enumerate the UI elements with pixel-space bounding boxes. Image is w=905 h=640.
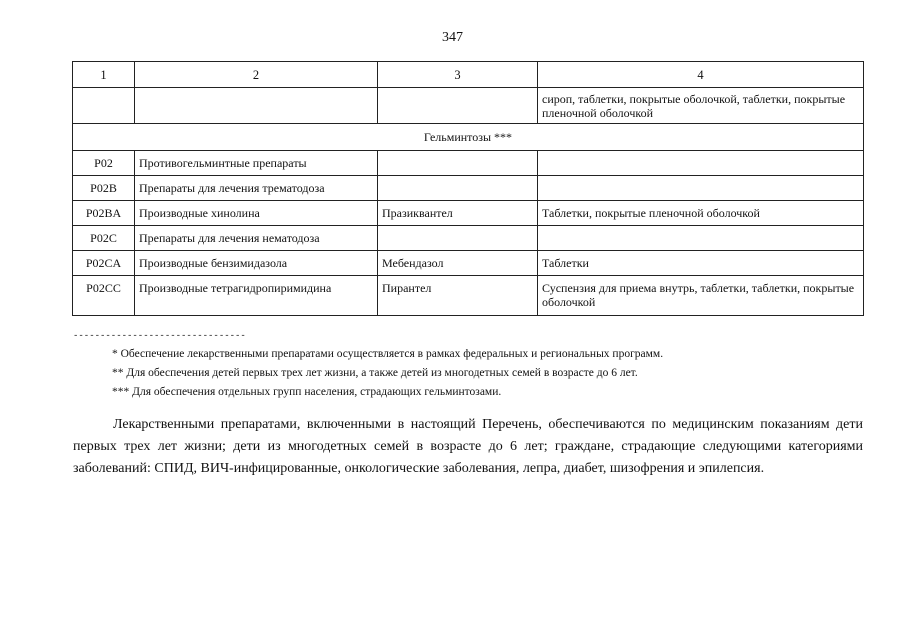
footnote: ** Для обеспечения детей первых трех лет жизни, а также детей из многодетных семей в возрасте до 6 лет. [112,367,638,379]
name-cell: Препараты для лечения трематодоза [135,176,378,201]
form-cell [538,176,864,201]
drug-cell: Мебендазол [378,251,538,276]
medication-table [72,61,864,316]
form-cell [538,226,864,251]
drug-cell [378,151,538,176]
footnote: * Обеспечение лекарственными препаратами осуществляется в рамках федеральных и региональных программ. [112,348,664,360]
drug-cell [378,88,538,124]
body-paragraph: Лекарственными препаратами, включенными в настоящий Перечень, обеспечиваются по медицинским показаниям дети первых трех лет жизни; дети из многодетных семей в возрасте до 6 лет; граждане, страдающие следующими категориями заболеваний: СПИД, ВИЧ-инфицированные, онкологические заболевания, лепра, диабет, шизофрения и эпилепсия. [73,417,863,476]
form-cell [538,151,864,176]
table-header-row [73,62,864,88]
drug-cell [378,226,538,251]
footnote: *** Для обеспечения отдельных групп населения, страдающих гельминтозами. [112,386,502,398]
form-cell: Таблетки, покрытые пленочной оболочкой [538,201,864,226]
name-cell: Производные хинолина [135,201,378,226]
table-row [73,276,864,316]
section-title: Гельминтозы *** [73,124,864,151]
code-cell: P02C [73,226,135,251]
name-cell: Противогельминтные препараты [135,151,378,176]
code-cell: P02CC [73,276,135,316]
code-cell: P02BA [73,201,135,226]
section-row [73,124,864,151]
name-cell [135,88,378,124]
name-cell: Препараты для лечения нематодоза [135,226,378,251]
name-cell: Производные тетрагидропиримидина [135,276,378,316]
form-cell: Таблетки [538,251,864,276]
column-header: 2 [135,62,378,88]
page-number: 347 [442,30,463,45]
code-cell: P02B [73,176,135,201]
footnote-separator: -------------------------------- [73,331,246,341]
code-cell: P02CA [73,251,135,276]
code-cell: P02 [73,151,135,176]
drug-cell: Празиквантел [378,201,538,226]
column-header: 4 [538,62,864,88]
code-cell [73,88,135,124]
column-header: 3 [378,62,538,88]
column-header: 1 [73,62,135,88]
form-cell: Суспензия для приема внутрь, таблетки, таблетки, покрытые оболочкой [538,276,864,316]
name-cell: Производные бензимидазола [135,251,378,276]
table-row [73,201,864,226]
drug-cell: Пирантел [378,276,538,316]
drug-cell [378,176,538,201]
footnotes [112,345,663,402]
table-row [73,88,864,124]
form-cell: сироп, таблетки, покрытые оболочкой, таблетки, покрытые пленочной оболочкой [538,88,864,124]
table-row [73,251,864,276]
table-row [73,151,864,176]
table-row [73,176,864,201]
table-row [73,226,864,251]
